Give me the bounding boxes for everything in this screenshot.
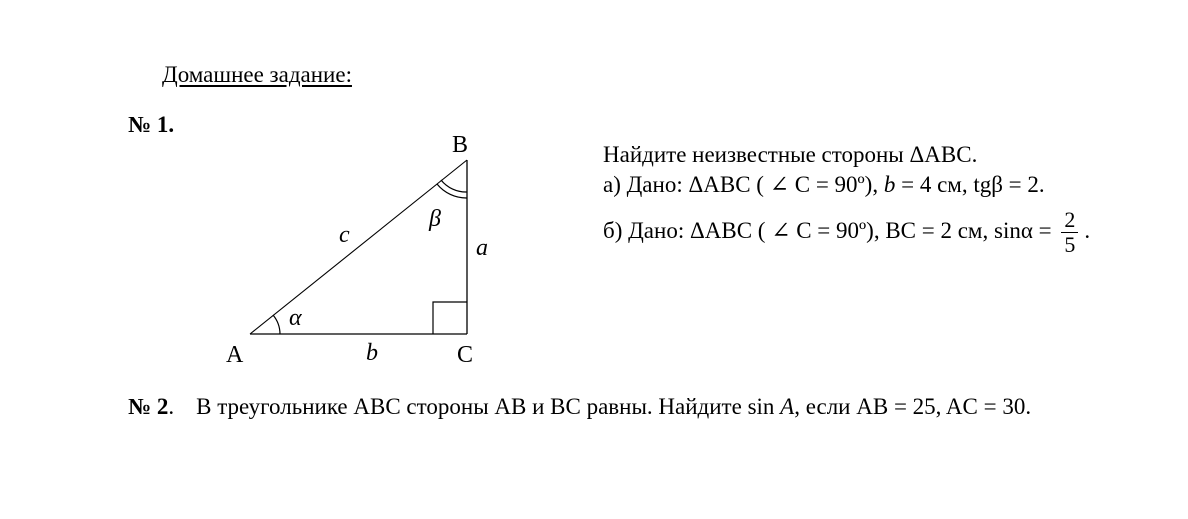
task-part-b-fraction [1061, 208, 1078, 257]
task-part-b-suffix: . [1084, 217, 1091, 243]
vertex-c-label: C [457, 342, 474, 368]
problem-2-number: № 2 [128, 394, 169, 419]
angle-beta-arc-outer [437, 184, 467, 198]
angle-alpha-label: α [289, 305, 302, 331]
side-b-label: b [366, 340, 378, 366]
angle-alpha-arc [273, 315, 280, 334]
problem-2-text-before: В треугольнике ABC стороны AB и BC равны. Найдите sin [196, 394, 781, 419]
side-ab-line [250, 160, 467, 334]
problem-1-task [603, 140, 1090, 257]
side-c-label: c [339, 222, 350, 248]
fraction-numerator: 2 [1061, 208, 1078, 233]
angle-beta-arc-inner [441, 180, 467, 192]
task-part-b [603, 208, 1090, 257]
homework-heading: Домашнее задание: [162, 62, 352, 87]
right-angle-mark [433, 302, 467, 334]
task-part-a-suffix: = 4 см, tgβ = 2. [895, 172, 1045, 197]
task-part-a-prefix: а) Дано: ΔABC ( ∠ C = 90º), [603, 172, 884, 197]
problem-2-number-suffix: . [168, 394, 175, 419]
side-a-label: a [476, 235, 488, 261]
problem-2-var: A [780, 394, 795, 419]
task-part-a-var: b [883, 172, 896, 197]
vertex-a-label: A [226, 342, 244, 368]
angle-beta-label: β [429, 206, 441, 232]
vertex-b-label: B [452, 132, 469, 158]
task-part-b-prefix: б) Дано: ΔABC ( ∠ C = 90º), BC = 2 см, sinα = [603, 217, 1058, 243]
problem-1-number: № 1. [128, 112, 175, 137]
problem-2-text-after: , если AB = 25, AC = 30. [794, 394, 1032, 419]
problem-2 [128, 394, 1031, 420]
task-prompt: Найдите неизвестные стороны ΔABC. [603, 142, 978, 167]
fraction-denominator: 5 [1064, 232, 1076, 257]
task-part-a [603, 170, 1090, 200]
